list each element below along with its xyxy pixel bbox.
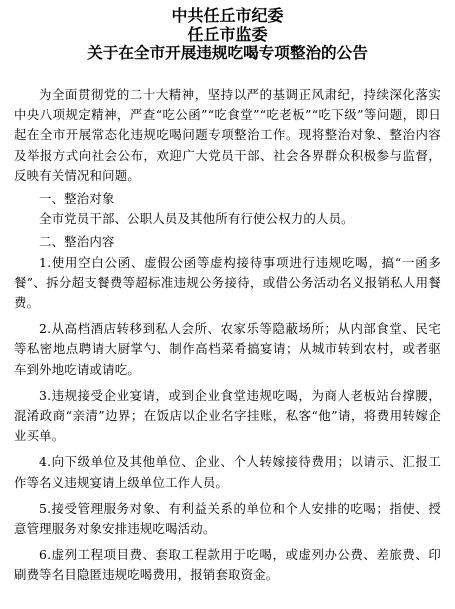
section-heading-targets: 一、整治对象 bbox=[39, 191, 115, 207]
content-item-2: 2.从高档酒店转移到私人会所、农家乐等隐蔽场所；从内部食堂、民宅等私密地点聘请大厨掌勺、制作高档菜肴搞宴请；从城市转到农村，或者驱车到外地吃请或请吃。 bbox=[14, 321, 441, 377]
content-item-3: 3.违规接受企业宴请，或到企业食堂违规吃喝，为商人老板站台撑腰，混淆政商“亲清”边界；在饭店以企业名字挂账，私客“他”请，将费用转嫁企业买单。 bbox=[14, 387, 441, 444]
content-item-5: 5.接受管理服务对象、有利益关系的单位和个人安排的吃喝；指使、授意管理服务对象安排违规吃喝活动。 bbox=[14, 500, 441, 537]
section-text-targets: 全市党员干部、公职人员及其他所有行使公权力的人员。 bbox=[39, 211, 354, 227]
document-header bbox=[14, 0, 441, 63]
section-heading-content: 二、整治内容 bbox=[39, 234, 115, 250]
intro-paragraph: 为全面贯彻党的二十大精神，坚持以严的基调正风肃纪，持续深化落实中央八项规定精神，严查“吃公函”“吃食堂”“吃老板”“吃下级”等问题，即日起在全市开展常态化违规吃喝问题专项整治工作。现将整治对象、整治内容及举报方式向社会公布，欢迎广大党员干部、社会各界群众积极参与监督，反映有关情况和问题。 bbox=[14, 87, 441, 183]
content-item-6: 6.虚列工程项目费、套取工程款用于吃喝，或虚列办公费、差旅费、印刷费等名目隐匿违规吃喝费用，报销套取资金。 bbox=[14, 547, 441, 583]
content-item-4: 4.向下级单位及其他单位、企业、个人转嫁接待费用；以请示、汇报工作等名义违规宴请上级单位工作人员。 bbox=[14, 454, 441, 490]
issuer-line-1: 中共任丘市纪委 bbox=[171, 6, 284, 25]
document-title: 关于在全市开展违规吃喝专项整治的公告 bbox=[87, 44, 368, 62]
issuer-line-2: 任丘市监委 bbox=[187, 25, 268, 44]
content-item-1: 1.使用空白公函、虚假公函等虚构接待事项进行违规吃喝，搞“一函多餐”、拆分超支餐费等超标准违规公务接待，或借公务活动名义报销私人用餐费。 bbox=[14, 254, 441, 311]
document-body bbox=[14, 85, 441, 586]
